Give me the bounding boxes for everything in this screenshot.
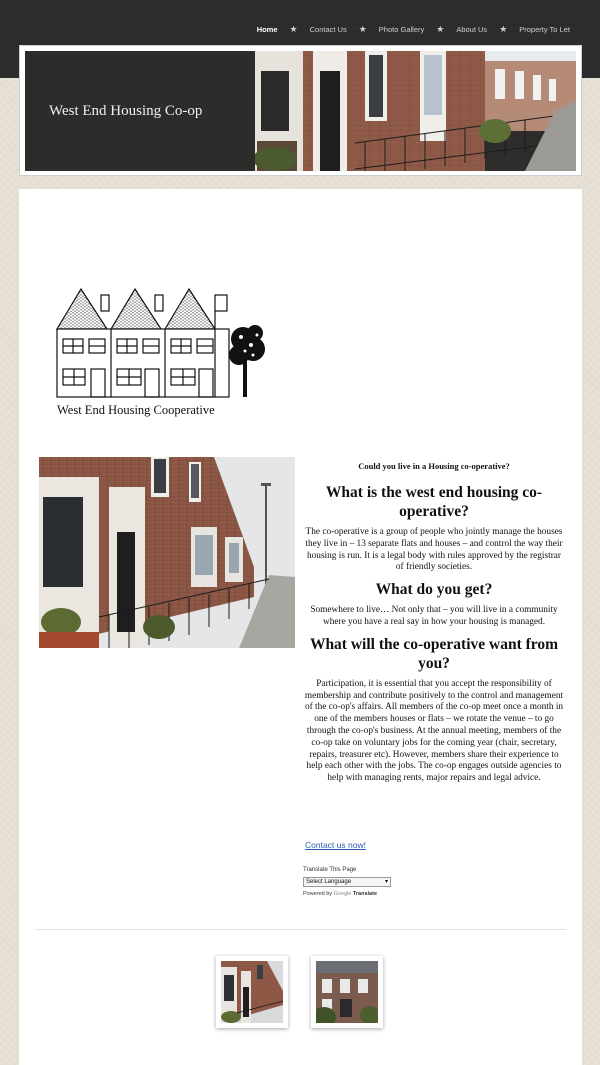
content-panel [19, 189, 582, 1065]
translate-word[interactable]: Translate [352, 891, 378, 897]
google-translate-widget [303, 867, 391, 897]
powered-by-label: Powered by [303, 891, 333, 897]
article-lead: Could you live in a Housing co-operative? [358, 461, 510, 471]
star-icon: ★ [358, 23, 367, 34]
star-icon: ★ [499, 23, 508, 34]
nav-about-us[interactable]: About Us [456, 24, 488, 34]
coop-logo [55, 285, 275, 425]
star-icon: ★ [289, 23, 298, 34]
logo-caption: West End Housing Cooperative [57, 403, 215, 417]
banner-title-area [25, 51, 255, 171]
section-body: Somewhere to live… Not only that – you will live in a community where you have a real say in how your housing is managed. [310, 605, 558, 627]
section-heading: What will the co-operative want from you? [309, 635, 559, 672]
language-select[interactable] [303, 877, 391, 887]
language-select-value: Select Language [306, 879, 352, 885]
section-heading: What is the west end housing co-operative? [325, 484, 543, 520]
thumbnail-house-image [316, 961, 378, 1023]
article [303, 461, 565, 791]
thumbnail-street-image [221, 961, 283, 1023]
section-body: Participation, it is essential that you accept the responsibility of membership and contribute positively to the control and management of the co-op's affairs. All members of the co-op meet once a month in one of the members houses or flats – we rotate the venue – to go through the co-op's business. At the annual meeting, members of the co-op take on voluntary jobs for the coming year (chair, secretary, repairs, treasurer etc). However, members share their experience to help each other with the jobs. The co-op engages outside agencies to help with managing rents, major repairs and legal advice. [304, 678, 564, 784]
banner-image [25, 51, 576, 171]
star-icon: ★ [436, 23, 445, 34]
terrace-houses-logo-image [55, 285, 275, 405]
google-logo[interactable]: Google [333, 891, 352, 897]
nav-home[interactable]: Home [256, 24, 278, 34]
main-nav [257, 22, 570, 36]
nav-photo-gallery[interactable]: Photo Gallery [378, 24, 425, 34]
chevron-down-icon: ▾ [384, 879, 388, 885]
section-heading: What do you get? [375, 581, 493, 599]
powered-by-google [303, 891, 391, 897]
contact-us-link[interactable]: Contact us now! [305, 840, 366, 850]
nav-contact-us[interactable]: Contact Us [309, 24, 347, 34]
gallery-thumbnail[interactable] [216, 956, 288, 1028]
street-photo[interactable] [39, 457, 295, 648]
terrace-street-photo [39, 457, 295, 648]
section-body: The co-operative is a group of people who jointly manage the houses they live in – 13 separate flats and houses – and control the way their housing is run. It is a legal body with rules approved by the registrar of friendly societies. [305, 527, 563, 573]
translate-label: Translate This Page [303, 867, 357, 873]
header-banner [19, 45, 582, 176]
gallery-thumbnail[interactable] [311, 956, 383, 1028]
divider [35, 929, 566, 930]
site-title[interactable]: West End Housing Co-op [49, 103, 203, 119]
nav-property-to-let[interactable]: Property To Let [519, 24, 570, 34]
